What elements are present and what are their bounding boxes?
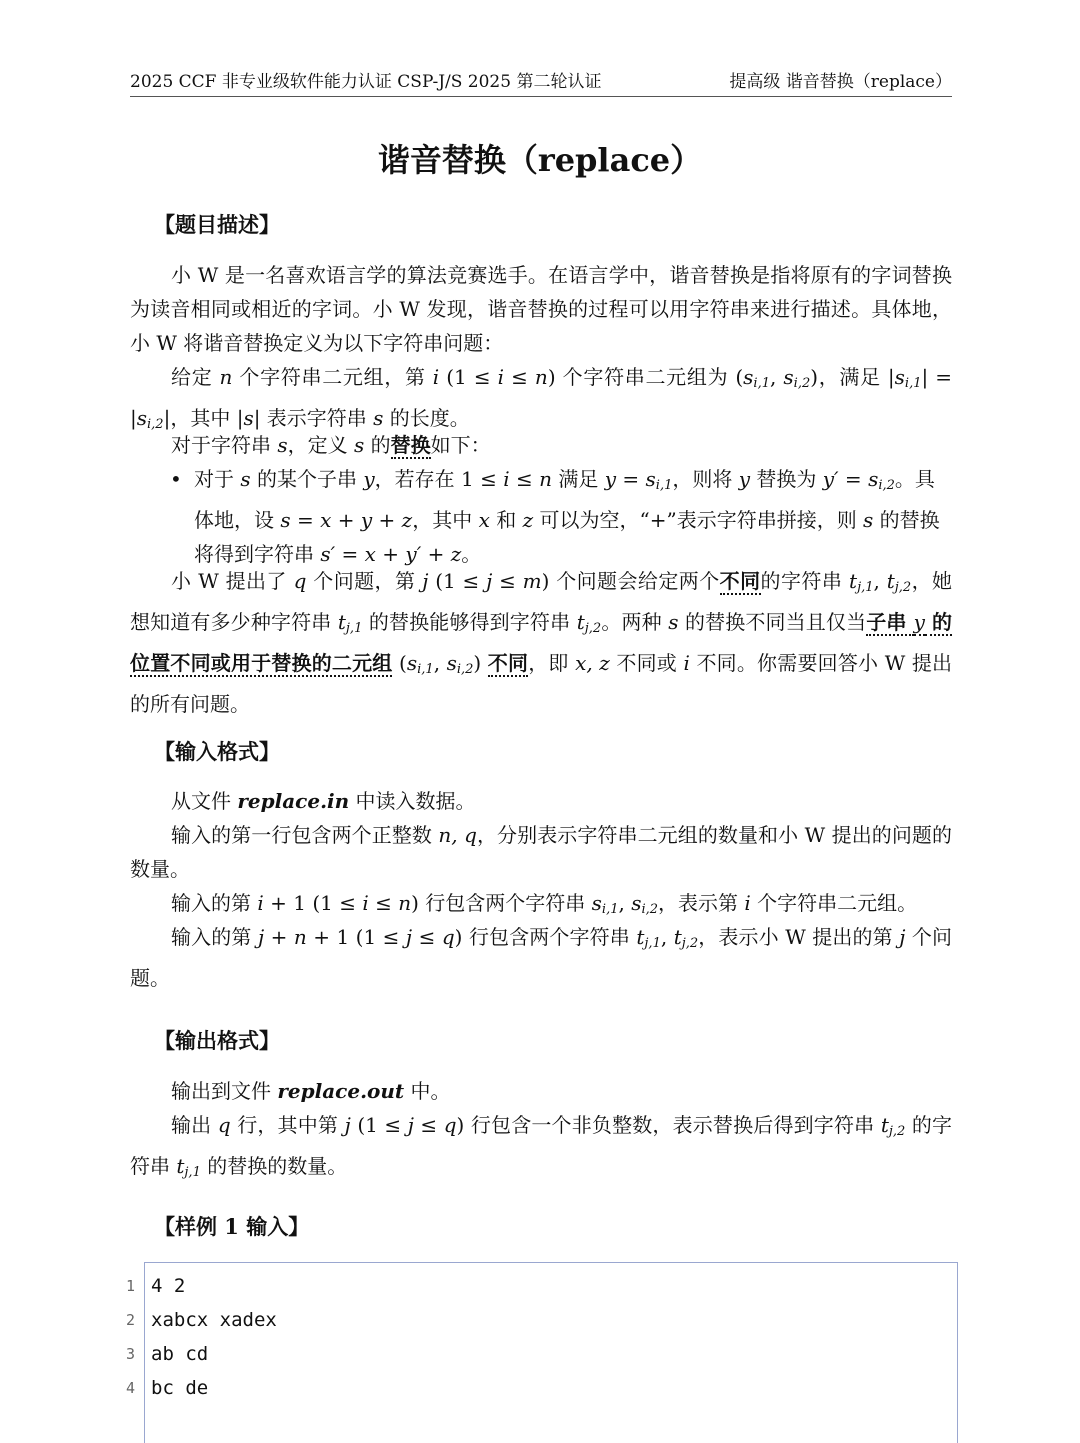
- section-sample1-heading: 【样例 1 输入】: [154, 1214, 310, 1239]
- code-line: [125, 1371, 957, 1405]
- code-text: xabcx xadex: [151, 1309, 277, 1331]
- line-number: 2: [125, 1311, 135, 1329]
- description-paragraph-3: 对于字符串 s，定义 s 的替换如下：: [171, 433, 491, 457]
- section-input-heading: 【输入格式】: [154, 739, 280, 764]
- line-number: 3: [125, 1345, 135, 1363]
- output-paragraph-2: 输出 q 行，其中第 j (1 ≤ j ≤ q) 行包含一个非负整数，表示替换后得到字符串 $t_{j,2}$ 的字符串 $t_{j,1}$ 的替换的数量。: [130, 1113, 953, 1180]
- description-paragraph-2: 给定 n 个字符串二元组，第 i (1 ≤ i ≤ n) 个字符串二元组为 ($s_{i,1}$, $s_{i,2}$)，满足 $|s_{i,1}| = |s_{i,2}|$，其中 |s| 表示字符串 s 的长度。: [130, 365, 953, 432]
- description-paragraph-4: 小 W 提出了 q 个问题，第 j (1 ≤ j ≤ m) 个问题会给定两个不同的字符串 $t_{j,1}$, $t_{j,2}$，她想知道有多少种字符串 $t_{j,1}$ 的替换能够得到字符串 $t_{j,2}$。两种 s 的替换不同当且仅当子串 y 的位置不同或用于替换的二元组 ($s_{i,1}$, $s_{i,2}$) 不同，即 x, z 不同或 i 不同。你需要回答小 W 提出的所有问题。: [130, 569, 953, 716]
- section-output-heading: 【输出格式】: [154, 1028, 280, 1053]
- output-paragraph-1: 输出到文件 replace.out 中。: [171, 1079, 451, 1103]
- section-description-heading: 【题目描述】: [154, 212, 280, 237]
- problem-title: 谐音替换（replace）: [377, 141, 703, 179]
- input-paragraph-1: 从文件 replace.in 中读入数据。: [171, 789, 476, 813]
- line-number: 4: [125, 1379, 135, 1397]
- code-line: [125, 1303, 957, 1337]
- page-header: [130, 70, 952, 97]
- header-problem-name: 提高级 谐音替换（replace）: [729, 72, 952, 92]
- description-paragraph-1: 小 W 是一名喜欢语言学的算法竞赛选手。在语言学中，谐音替换是指将原有的字词替换为读音相同或相近的字词。小 W 发现，谐音替换的过程可以用字符串来进行描述。具体地，小 W 将谐音替换定义为以下字符串问题：: [130, 263, 952, 355]
- bullet-marker: •: [170, 467, 182, 491]
- description-bullet: 对于 s 的某个子串 y，若存在 1 ≤ i ≤ n 满足 $y = s_{i,1}$，则将 y 替换为 $y' = s_{i,2}$。具体地，设 s = x + y + z，其中 x 和 z 可以为空，“+”表示字符串拼接，则 s 的替换将得到字符串 s′ = x + y′ + z。: [194, 467, 940, 566]
- input-paragraph-3: 输入的第 i + 1 (1 ≤ i ≤ n) 行包含两个字符串 $s_{i,1}$, $s_{i,2}$，表示第 i 个字符串二元组。: [171, 891, 918, 917]
- code-line: [125, 1269, 957, 1303]
- sample1-code-block: [125, 1262, 958, 1443]
- input-paragraph-4: 输入的第 j + n + 1 (1 ≤ j ≤ q) 行包含两个字符串 $t_{j,1}$, $t_{j,2}$，表示小 W 提出的第 j 个问题。: [130, 925, 953, 990]
- line-number: 1: [125, 1277, 135, 1295]
- input-paragraph-2: 输入的第一行包含两个正整数 n, q，分别表示字符串二元组的数量和小 W 提出的问题的数量。: [130, 823, 952, 881]
- code-text: bc de: [151, 1377, 209, 1399]
- code-text: ab cd: [151, 1343, 209, 1365]
- code-text: 4 2: [151, 1275, 186, 1297]
- header-contest-name: 2025 CCF 非专业级软件能力认证 CSP-J/S 2025 第二轮认证: [130, 72, 602, 92]
- code-line: [125, 1337, 957, 1371]
